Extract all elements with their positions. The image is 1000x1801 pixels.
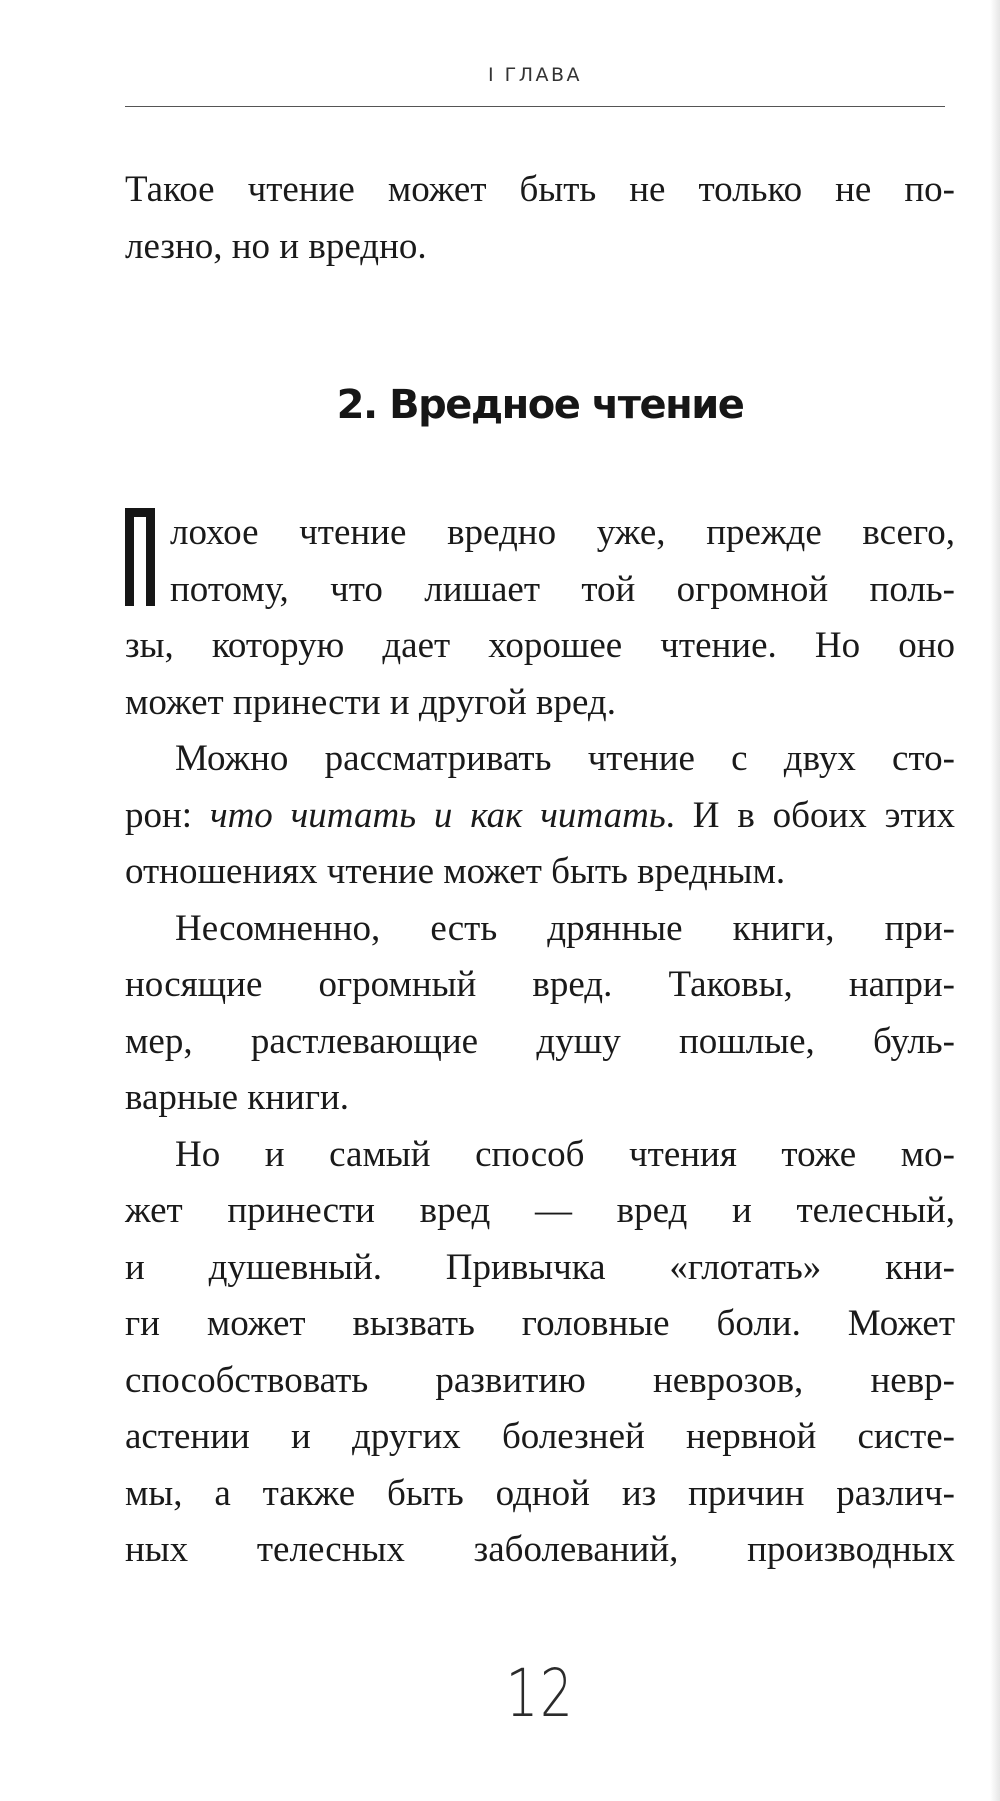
paragraph-1 bbox=[125, 505, 955, 731]
text-fragment: . И в обоих этих bbox=[665, 794, 955, 836]
text-line: способствовать развитию неврозов, невр- bbox=[125, 1359, 955, 1401]
header-rule bbox=[125, 106, 945, 107]
section-title: 2. Вредное чтение bbox=[336, 382, 744, 428]
text-line: жет принести вред — вред и телесный, bbox=[125, 1190, 955, 1231]
text-fragment: рон: bbox=[125, 794, 210, 836]
text-line: Такое чтение может быть не только не по- bbox=[125, 169, 955, 210]
text-line: потому, что лишает той огромной поль- bbox=[170, 568, 955, 610]
text-line: отношениях чтение может быть вредным. bbox=[125, 851, 786, 892]
text-line: лезно, но и вредно. bbox=[125, 225, 427, 267]
text-line: астении и других болезней нервной систе- bbox=[125, 1416, 955, 1457]
text-line: Но и самый способ чтения тоже мо- bbox=[175, 1133, 955, 1175]
paragraph-4 bbox=[125, 1127, 955, 1579]
page-edge-shadow bbox=[990, 0, 1000, 1801]
text-line: Несомненно, есть дрянные книги, при- bbox=[175, 907, 955, 949]
text-line: лохое чтение вредно уже, прежде всего, bbox=[170, 512, 955, 553]
text-line-with-emphasis bbox=[125, 788, 955, 845]
paragraph-2 bbox=[125, 731, 955, 901]
text-line: мер, растлевающие душу пошлые, буль- bbox=[125, 1020, 955, 1062]
text-line: ги может вызвать головные боли. Может bbox=[125, 1303, 955, 1344]
text-line: ных телесных заболеваний, производных bbox=[125, 1529, 955, 1570]
text-line: Можно рассматривать чтение с двух сто- bbox=[175, 738, 955, 779]
paragraph-3 bbox=[125, 901, 955, 1127]
text-line: мы, а также быть одной из причин различ- bbox=[125, 1472, 955, 1514]
running-head: I ГЛАВА bbox=[487, 64, 583, 86]
text-line: может принести и другой вред. bbox=[125, 681, 616, 723]
text-line: зы, которую дает хорошее чтение. Но оно bbox=[125, 625, 955, 666]
text-line: и душевный. Привычка «глотать» кни- bbox=[125, 1246, 955, 1288]
text-line: варные книги. bbox=[125, 1077, 350, 1118]
emphasis-text: что читать и как читать bbox=[209, 794, 666, 836]
section-body bbox=[125, 505, 955, 1579]
text-line: носящие огромный вред. Таковы, напри- bbox=[125, 964, 955, 1005]
page-number: 12 bbox=[505, 1655, 575, 1732]
continuation-paragraph bbox=[125, 162, 955, 275]
